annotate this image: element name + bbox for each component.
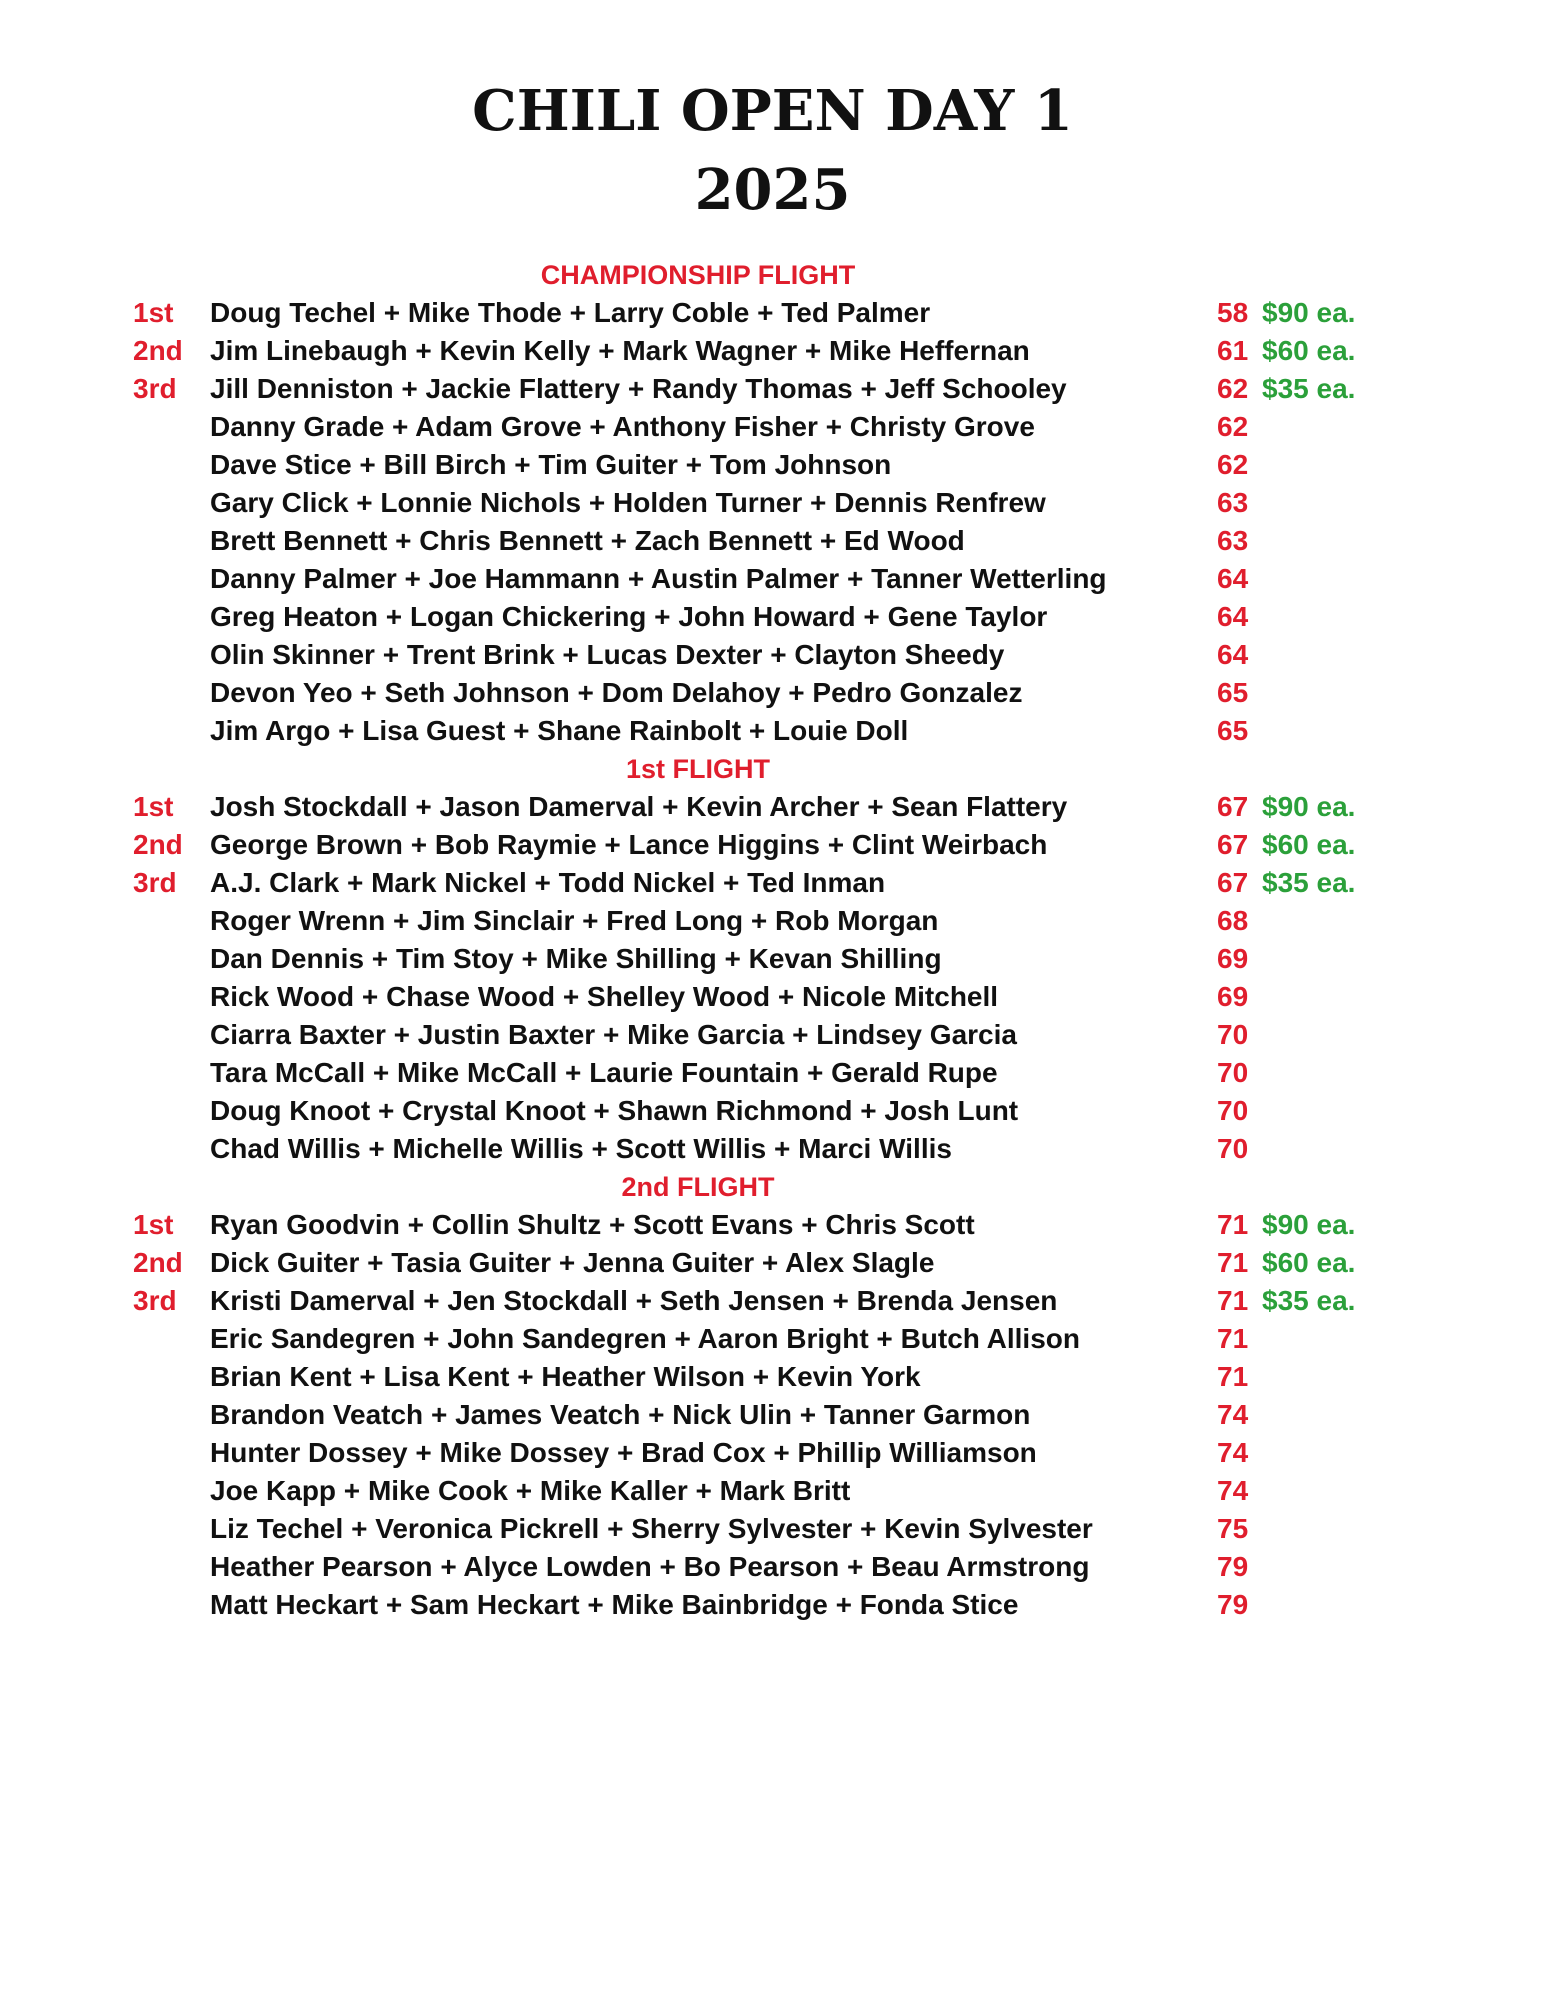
team-score: 61 — [1217, 335, 1249, 366]
team-row — [0, 598, 1545, 636]
team-score: 65 — [1217, 715, 1249, 746]
flight-title: 2nd FLIGHT — [621, 1172, 775, 1202]
team-score: 64 — [1217, 639, 1249, 670]
team-score: 67 — [1217, 867, 1249, 898]
team-score: 70 — [1217, 1095, 1249, 1126]
team-score: 69 — [1217, 943, 1249, 974]
team-players: Matt Heckart + Sam Heckart + Mike Bainbridge + Fonda Stice — [210, 1589, 1019, 1620]
team-score: 62 — [1217, 373, 1249, 404]
team-score: 74 — [1217, 1475, 1249, 1506]
team-prize: $35 ea. — [1262, 1285, 1356, 1316]
team-score: 63 — [1217, 525, 1249, 556]
team-players: Ciarra Baxter + Justin Baxter + Mike Garcia + Lindsey Garcia — [210, 1019, 1017, 1050]
team-row — [0, 1244, 1545, 1282]
team-place: 1st — [133, 1209, 174, 1240]
team-prize: $90 ea. — [1262, 791, 1356, 822]
team-score: 64 — [1217, 601, 1249, 632]
team-score: 71 — [1217, 1323, 1249, 1354]
team-row — [0, 1548, 1545, 1586]
team-row — [0, 1434, 1545, 1472]
team-prize: $60 ea. — [1262, 829, 1356, 860]
team-players: Eric Sandegren + John Sandegren + Aaron Bright + Butch Allison — [210, 1323, 1080, 1354]
team-place: 3rd — [133, 373, 177, 404]
team-place: 2nd — [133, 829, 183, 860]
team-score: 68 — [1217, 905, 1249, 936]
team-prize: $90 ea. — [1262, 1209, 1356, 1240]
team-score: 65 — [1217, 677, 1249, 708]
team-score: 62 — [1217, 411, 1249, 442]
team-players: A.J. Clark + Mark Nickel + Todd Nickel + Ted Inman — [210, 867, 886, 898]
team-players: Dave Stice + Bill Birch + Tim Guiter + Tom Johnson — [210, 449, 892, 480]
team-row — [0, 712, 1545, 750]
team-place: 1st — [133, 791, 174, 822]
team-players: Greg Heaton + Logan Chickering + John Howard + Gene Taylor — [210, 601, 1048, 632]
team-row — [0, 370, 1545, 408]
flight-section — [0, 1168, 1545, 1624]
team-row — [0, 788, 1545, 826]
team-score: 74 — [1217, 1437, 1249, 1468]
team-row — [0, 522, 1545, 560]
team-players: Josh Stockdall + Jason Damerval + Kevin Archer + Sean Flattery — [210, 791, 1068, 822]
team-players: Jim Argo + Lisa Guest + Shane Rainbolt + Louie Doll — [210, 715, 909, 746]
team-row — [0, 332, 1545, 370]
team-place: 2nd — [133, 335, 183, 366]
team-players: Gary Click + Lonnie Nichols + Holden Turner + Dennis Renfrew — [210, 487, 1046, 518]
team-place: 3rd — [133, 1285, 177, 1316]
team-row — [0, 636, 1545, 674]
team-row — [0, 978, 1545, 1016]
team-prize: $90 ea. — [1262, 297, 1356, 328]
team-row — [0, 826, 1545, 864]
team-score: 75 — [1217, 1513, 1249, 1544]
team-row — [0, 1130, 1545, 1168]
team-row — [0, 674, 1545, 712]
team-players: Doug Techel + Mike Thode + Larry Coble + Ted Palmer — [210, 297, 931, 328]
team-row — [0, 1282, 1545, 1320]
team-players: Ryan Goodvin + Collin Shultz + Scott Evans + Chris Scott — [210, 1209, 975, 1240]
team-row — [0, 1206, 1545, 1244]
team-players: Brian Kent + Lisa Kent + Heather Wilson + Kevin York — [210, 1361, 921, 1392]
results-list — [0, 256, 1545, 1624]
team-players: Doug Knoot + Crystal Knoot + Shawn Richmond + Josh Lunt — [210, 1095, 1019, 1126]
team-prize: $60 ea. — [1262, 1247, 1356, 1278]
flight-section — [0, 750, 1545, 1168]
team-players: Rick Wood + Chase Wood + Shelley Wood + Nicole Mitchell — [210, 981, 999, 1012]
team-score: 74 — [1217, 1399, 1249, 1430]
team-players: Dick Guiter + Tasia Guiter + Jenna Guiter + Alex Slagle — [210, 1247, 935, 1278]
team-score: 58 — [1217, 297, 1249, 328]
team-score: 62 — [1217, 449, 1249, 480]
flight-section — [0, 256, 1545, 750]
team-row — [0, 1358, 1545, 1396]
page-year: 2025 — [694, 157, 851, 223]
team-players: Liz Techel + Veronica Pickrell + Sherry Sylvester + Kevin Sylvester — [210, 1513, 1093, 1544]
team-score: 71 — [1217, 1209, 1249, 1240]
flight-title: CHAMPIONSHIP FLIGHT — [540, 260, 856, 290]
team-score: 79 — [1217, 1589, 1249, 1620]
team-place: 2nd — [133, 1247, 183, 1278]
team-place: 3rd — [133, 867, 177, 898]
team-score: 71 — [1217, 1361, 1249, 1392]
team-row — [0, 902, 1545, 940]
team-players: Brandon Veatch + James Veatch + Nick Ulin + Tanner Garmon — [210, 1399, 1031, 1430]
team-score: 67 — [1217, 829, 1249, 860]
team-players: Devon Yeo + Seth Johnson + Dom Delahoy + Pedro Gonzalez — [210, 677, 1023, 708]
team-row — [0, 864, 1545, 902]
team-score: 63 — [1217, 487, 1249, 518]
team-players: Danny Grade + Adam Grove + Anthony Fisher + Christy Grove — [210, 411, 1035, 442]
team-score: 70 — [1217, 1057, 1249, 1088]
team-players: Dan Dennis + Tim Stoy + Mike Shilling + Kevan Shilling — [210, 943, 942, 974]
team-score: 79 — [1217, 1551, 1249, 1582]
team-row — [0, 446, 1545, 484]
team-prize: $60 ea. — [1262, 335, 1356, 366]
team-row — [0, 1016, 1545, 1054]
team-prize: $35 ea. — [1262, 373, 1356, 404]
team-row — [0, 940, 1545, 978]
team-players: Tara McCall + Mike McCall + Laurie Fountain + Gerald Rupe — [210, 1057, 998, 1088]
team-row — [0, 1472, 1545, 1510]
flight-title: 1st FLIGHT — [625, 754, 770, 784]
team-players: George Brown + Bob Raymie + Lance Higgins + Clint Weirbach — [210, 829, 1048, 860]
team-players: Danny Palmer + Joe Hammann + Austin Palmer + Tanner Wetterling — [210, 563, 1107, 594]
team-score: 64 — [1217, 563, 1249, 594]
team-row — [0, 1054, 1545, 1092]
page-title: CHILI OPEN DAY 1 — [472, 78, 1073, 144]
team-row — [0, 560, 1545, 598]
team-players: Heather Pearson + Alyce Lowden + Bo Pearson + Beau Armstrong — [210, 1551, 1090, 1582]
team-row — [0, 1510, 1545, 1548]
team-players: Jill Denniston + Jackie Flattery + Randy Thomas + Jeff Schooley — [210, 373, 1067, 404]
team-score: 71 — [1217, 1247, 1249, 1278]
team-players: Kristi Damerval + Jen Stockdall + Seth Jensen + Brenda Jensen — [210, 1285, 1058, 1316]
team-players: Jim Linebaugh + Kevin Kelly + Mark Wagner + Mike Heffernan — [210, 335, 1030, 366]
team-score: 71 — [1217, 1285, 1249, 1316]
team-row — [0, 484, 1545, 522]
team-players: Hunter Dossey + Mike Dossey + Brad Cox + Phillip Williamson — [210, 1437, 1037, 1468]
team-players: Brett Bennett + Chris Bennett + Zach Bennett + Ed Wood — [210, 525, 965, 556]
team-score: 69 — [1217, 981, 1249, 1012]
team-prize: $35 ea. — [1262, 867, 1356, 898]
team-players: Olin Skinner + Trent Brink + Lucas Dexter + Clayton Sheedy — [210, 639, 1005, 670]
team-row — [0, 294, 1545, 332]
team-score: 67 — [1217, 791, 1249, 822]
team-row — [0, 1396, 1545, 1434]
team-place: 1st — [133, 297, 174, 328]
team-row — [0, 1586, 1545, 1624]
team-players: Joe Kapp + Mike Cook + Mike Kaller + Mark Britt — [210, 1475, 851, 1506]
team-row — [0, 1320, 1545, 1358]
team-score: 70 — [1217, 1019, 1249, 1050]
team-players: Roger Wrenn + Jim Sinclair + Fred Long + Rob Morgan — [210, 905, 939, 936]
team-players: Chad Willis + Michelle Willis + Scott Willis + Marci Willis — [210, 1133, 952, 1164]
team-score: 70 — [1217, 1133, 1249, 1164]
team-row — [0, 408, 1545, 446]
team-row — [0, 1092, 1545, 1130]
